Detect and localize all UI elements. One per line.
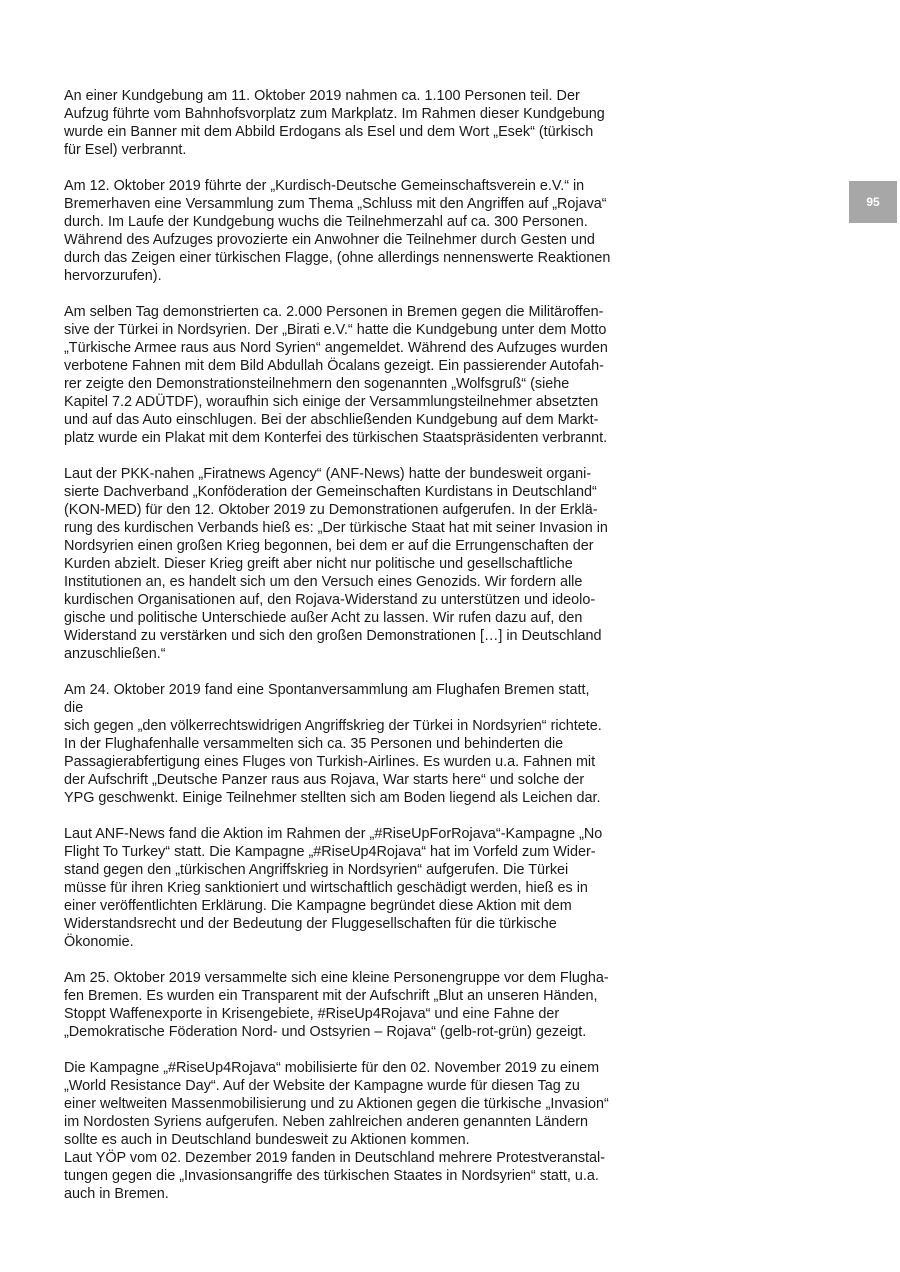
paragraph-5: Am 24. Oktober 2019 fand eine Spontanversammlung am Flughafen Bremen statt, die sich gegen „den völkerrechtswidrigen Angriffskrieg der Türkei in Nordsyrien“ richtete. In der Flughafenhalle versammelten sich ca. 35 Personen und behinderten die Passagierabfertigung eines Fluges von Turkish-Airlines. Es wurden u.a. Fahnen mit der Aufschrift „Deutsche Panzer raus aus Rojava, War starts here“ und solche der YPG geschwenkt. Einige Teilnehmer stellten sich am Boden liegend als Leichen dar. xyxy=(64,682,602,806)
paragraph-2: Am 12. Oktober 2019 führte der „Kurdisch-Deutsche Gemeinschaftsverein e.V.“ in Bremerhaven eine Versammlung zum Thema „Schluss mit den Angriffen auf „Rojava“ durch. Im Laufe der Kundgebung wuchs die Teilnehmerzahl auf ca. 300 Personen. Während des Aufzuges provozierte ein Anwohner die Teilnehmer durch Gesten und durch das Zeigen einer türkischen Flagge, (ohne allerdings nennenswerte Reaktionen hervorzurufen). xyxy=(64,178,611,284)
page-number: 95 xyxy=(866,195,880,209)
paragraph-6: Laut ANF-News fand die Aktion im Rahmen der „#RiseUpForRojava“-Kampagne „No Flight To Turkey“ statt. Die Kampagne „#RiseUp4Rojava“ hat im Vorfeld zum Wider- stand gegen den „türkischen Angriffskrieg in Nordsyrien“ aufgerufen. Die Türkei müsse für ihren Krieg sanktioniert und wirtschaftlich geschädigt werden, hieß es in einer veröffentlichten Erklärung. Die Kampagne begründet diese Aktion mit dem Widerstandsrecht und der Bedeutung der Fluggesellschaften für die türkische Ökonomie. xyxy=(64,826,603,950)
paragraph-1: An einer Kundgebung am 11. Oktober 2019 nahmen ca. 1.100 Personen teil. Der Aufzug führte vom Bahnhofsvorplatz zum Markplatz. Im Rahmen dieser Kundgebung wurde ein Banner mit dem Abbild Erdogans als Esel und dem Wort „Esek“ (türkisch für Esel) verbrannt. xyxy=(64,88,605,158)
paragraph-8: Die Kampagne „#RiseUp4Rojava“ mobilisierte für den 02. November 2019 zu einem „World Resistance Day“. Auf der Website der Kampagne wurde für diesen Tag zu einer weltweiten Massenmobilisierung und zu Aktionen gegen die türkische „Invasion“ im Nordosten Syriens aufgerufen. Neben zahlreichen anderen genannten Ländern sollte es auch in Deutschland bundesweit zu Aktionen kommen. xyxy=(64,1060,609,1148)
paragraph-9: Laut YÖP vom 02. Dezember 2019 fanden in Deutschland mehrere Protestveranstal- tungen gegen die „Invasionsangriffe des türkischen Staates in Nordsyrien“ statt, u.a. auch in Bremen. xyxy=(64,1150,606,1202)
paragraph-3: Am selben Tag demonstrierten ca. 2.000 Personen in Bremen gegen die Militäroffen- sive der Türkei in Nordsyrien. Der „Birati e.V.“ hatte die Kundgebung unter dem Motto „Türkische Armee raus aus Nord Syrien“ angemeldet. Während des Aufzuges wurden verbotene Fahnen mit dem Bild Abdullah Öcalans gezeigt. Ein passierender Autofah- rer zeigte den Demonstrationsteilnehmern den sogenannten „Wolfsgruß“ (siehe Kapitel 7.2 ADÜTDF), woraufhin sich einige der Versammlungsteilnehmer absetzten und auf das Auto einschlugen. Bei der abschließenden Kundgebung auf dem Markt- platz wurde ein Plakat mit dem Konterfei des türkischen Staatspräsidenten verbrannt. xyxy=(64,304,608,446)
paragraph-4: Laut der PKK-nahen „Firatnews Agency“ (ANF-News) hatte der bundesweit organi- sierte Dachverband „Konföderation der Gemeinschaften Kurdistans in Deutschland“ (KON-MED) für den 12. Oktober 2019 zu Demonstrationen aufgerufen. In der Erklä- rung des kurdischen Verbands hieß es: „Der türkische Staat hat mit seiner Invasion in Nordsyrien einen großen Krieg begonnen, bei dem er auf die Errungenschaften der Kurden abzielt. Dieser Krieg greift aber nicht nur politische und gesellschaftliche Institutionen an, es handelt sich um den Versuch eines Genozids. Wir fordern alle kurdischen Organisationen auf, den Rojava-Widerstand zu unterstützen und ideolo- gische und politische Unterschiede außer Acht zu lassen. Wir rufen dazu auf, den Widerstand zu verstärken und sich den großen Demonstrationen […] in Deutschland anzuschließen.“ xyxy=(64,466,608,662)
body-text xyxy=(64,87,612,1221)
paragraph-7: Am 25. Oktober 2019 versammelte sich eine kleine Personengruppe vor dem Flugha- fen Bremen. Es wurden ein Transparent mit der Aufschrift „Blut an unseren Händen, Stoppt Waffenexporte in Krisengebiete, #RiseUp4Rojava“ und eine Fahne der „Demokratische Föderation Nord- und Ostsyrien – Rojava“ (gelb-rot-grün) gezeigt. xyxy=(64,970,609,1040)
page-number-tab xyxy=(849,181,897,223)
